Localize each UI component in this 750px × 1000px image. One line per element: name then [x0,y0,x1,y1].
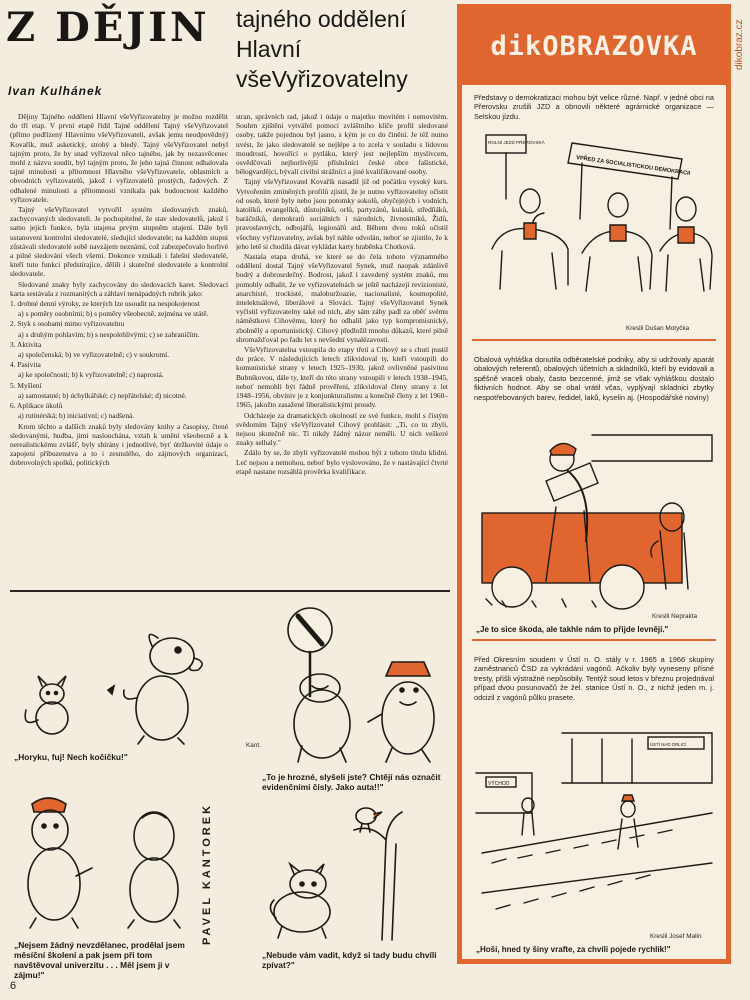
paragraph: Dějiny Tajného oddělení Hlavní všeVyřizovatelny je možno rozdělit do tří etap. V první etapě řídil Tajné oddělení Tajný všeVyřizovatel (přímo podřízený Hlavnímu všeVyřizovateli, avšak jemu neodpovědný) Kovařík, muž asketický, strohý a bledý. Tajný všeVyřizovatel nebyl tajným proto, že by snad vyřizoval něco tajného, jak by nezasvěcenec mohl z názvu soudit, byl tajným proto, že jeho tajná činnost odhalovala tajné minulosti a přítomnost Hlavního všeVyřizovatele, oblastních a obvodních vyřizovatelů, jakož i vyřizovatelů prostých, řadových. Z odhalené minulosti a přítomnosti vznikala pak budoucnost každého vyřizovatele. [10,112,228,204]
cartoon-caption-3: „Nejsem žádný nevzdělanec, prodělal jsem měsíční školení a pak jsem při tom navštěvoval univerzitu . . . Měl jsem ji v zájmu!" [14,940,185,980]
paragraph: Sledované znaky byly zachycovány do sledovacích karet. Sledovací karta sestávala z rozmanitých a záhlaví nenápadných rubrik jako: [10,279,228,298]
list-item: a) samostatné; b) úchylkářské; c) nepřátelské; d) nicotné. [18,390,187,400]
paragraph: Nastala etapa druhá, ve které se do čela tohoto významného oddělení dostal Tajný všeVyřizovatel Synek, muž naopak zdánlivě bodrý a dobrosrdečný. Bodrost, jakož i zavedený systém znaků, mu pomohly odhalit, že ve vyřizovatelnách se ještě nacházejí revizionisté, anarchisté, trockisté, maloburžoazie, nacionalisté, kosmopolité, intelektuálové, liberálové a Slováci. Tajný všeVyřizovatel Synek vyčistil vyřizovatelny také od nich, aby sám záhy padl za oběť svému náměstkovi Cihovému, který ho odhalil jako typ kompromisnický, zbohnělý a oportunistický. Cihový předložil mnoho důkazů, které pilně shromažďoval po řadu let s nevšední vynalézavostí. [236,252,448,344]
paragraph: Krom těchto a dalších znaků byly sledovány knihy a časopisy, čtené sledovanými, hudba, jimi naslouchána, vztah k umění všeobecně a k nerealistickému zvlášť, byly sbírány i jednotlivé, byť útržkovité údaje o zapojení příbuzenstva a to i zesnulého, do zájmových organizací, dobrovolných spolků, politických [10,421,228,468]
item-3-caption: „Hoši, hned ty šiny vrafte, za chvíli pojede rychlík!" [476,945,671,954]
article-author: Ivan Kulhánek [8,84,103,98]
dikobrazovka-panel [457,4,731,964]
article-subtitle: tajného oddělení Hlavní všeVyřizovatelny [236,6,408,92]
item-2-text: Obalová vyhláška donutila odběratelské podniky, aby si udržovaly aparát obalových referentů, obalových účetních a skladníků, kteří by evidovali a spěšně vraceli obaly, často bezcenné, jimž se však vyhláškou dostalo fiktivních hodnot. Aby se obal vrátil včas, vyplývají skladnici zbytky nespotřebovaných barev, ředidel, laků, kyselin aj. (Hospodářské noviny) [474,355,714,402]
list-item: 2. Styk s osobami mimo vyřizovatelnu [10,319,125,329]
list-item: 6. Aplikace úkolů [10,401,63,411]
list-item: a) ke společnosti; b) k vyřizovatelně; c) naprostá. [18,370,164,380]
cartoon-officer-figures [14,790,194,930]
sign-1-text: ROLNÍ JEZD PŘEROVSKÁ [488,140,545,145]
list-item: 4. Pasivita [10,360,41,370]
article-column-2 [236,112,448,584]
list-item: a) společenská; b) ve vyřizovatelně; c) v soukromí. [18,350,170,360]
list-item: a) rutinérská; b) iniciativní; c) nadšená. [18,411,135,421]
banner-text: VPŘED ZA SOCIALISTICKOU DEMOKRACII [575,155,691,177]
cartoon-signature: Kant. [246,742,261,749]
paragraph: stran, správních rad, jakož i údaje o majetku movitém i nemovitém. Souhrn zjištění vytvářel pomocí zvláštního klíče profil sledované osoby, takže pojednou byl jasno, s kým je co do činění. Je též nutno uvést, že jako sledovatelé se nejlépe a to zcela v souladu s lidovou moudrostí, hovořící o pytláku, který jest nejlepším myslivcem, osvědčovali nejhorlivější příslušníci české obce fašistické, bělogvardějci, bývalí civilní strážníci a jiné kvalifikované osoby. [236,112,448,177]
item-1-text: Představy o demokratizaci mohou být velice různé. Např. v jedné obci na Přerovsku zrušili JZD a obnovili některé agrárnické organizace — Selskou jízdu. [474,93,714,121]
strip-divider [10,590,450,592]
item-2-caption: „Je to sice škoda, ale takhle nám to přijde levnějí." [476,625,669,634]
article-title: Z DĚJIN [6,4,210,51]
station-sign-text: VÝCHOD [488,781,510,787]
item-2-credit: Kreslil Neprakta [652,613,698,620]
list-item: a) s druhým pohlavím; b) s nespolehlivými; c) se zahraničím. [18,329,200,339]
item-3-credit: Kreslil Josef Malin [650,933,702,940]
artist-name-vertical: PAVEL KANTOREK [201,802,213,945]
page-number: 6 [10,980,17,992]
paragraph: Tajný všeVyřizovatel Kovařík nasadil již od počátku vysoký kurs. Vytvořením zmíněných profilů zjistil, že je nutno vyřizovatelny očistit od osob, které byly nebo jsou potomky sokolů, obyčejných i vodních, katolíků, evangelíků, důstojníků, orlů, partyzánů, kulaků, středňáků, baráčníků, demokratů sociálních i národních, živnostníků, Židů, pravoslavných, odbojářů, legionářů atd. Během dvou roků očistil všechny vyřizovatelny, avšak byl náhle odvolán, neboť se zjistilo, že k jeho letě si chodila dávat vykládat karty hraběnka Chotková. [236,177,448,251]
panel-header: dikOBRAZOVKA [462,9,726,85]
cartoon-railway-station [472,713,716,929]
paragraph: Odcházeje za dramatických okolností ze své funkce, mohl s čistým svědomím Tajný všeVyřizovatel Cihový prohlásit: „Ti, co tu zbyli, nejsou skutečně nic. Ti nikdy žádný názor neměli. U nich veškeré znaky selhaly." [236,410,448,448]
item-1-credit: Kreslil Dušan Motyčka [626,325,690,332]
panel-divider [472,339,716,341]
paragraph: Zdálo by se, že zbylí vyřizovatelé mohou být z tohoto titulu klidní. Leč nejsou a nemohou, neboť bylo vyslovováno, že v nastávající čtvrté etapě nastane rozsáhlá prověrka kvalifikace. [236,448,448,476]
article-column-1 [10,112,228,584]
cartoon-caption-2: „To je hrozné, slyšeli jste? Chtějí nás označit evidenčními čísly. Jako auta!!" [262,772,441,792]
site-watermark: dikobraz.cz [734,19,745,70]
list-item: 3. Aktivita [10,339,42,349]
cartoon-horse-riders [472,129,716,311]
list-item: 1. drobné denní výroky, ze kterých lze usoudit na nespokojenost [10,299,200,309]
list-item: a) s poměry osobními; b) s poměry všeobecně, zejména ve státě. [18,309,209,319]
cartoon-traffic-sign-figures [262,596,452,768]
cartoon-crate-truck [472,421,716,611]
panel-divider [472,639,716,641]
cartoon-dog-and-cat [12,598,212,748]
cartoon-caption-1: „Horyku, fuj! Nech kočičku!" [14,752,128,762]
cartoon-tree-bird-cat [262,800,452,940]
item-3-text: Před Okresním soudem v Ústí n. O. stály v r. 1965 a 1966 skupiny zaměstnanců ČSD za vykrádání vagónů. Ačkoliv byly vyneseny přísné tresty, přišli výstražné nepůsobily. Tentýž soud letos v březnu projednával případ dvou posunovačů že žel. stanice Ústí n. O., z nichž jeden m. j. odcizil z vagónů půlku prasete. [474,655,714,702]
cartoon-caption-4: „Nebude vám vadit, když si tady budu chvíli zpívat?" [262,950,437,970]
paragraph: VšeVyřizovatelna vstoupila do etapy třetí a Cihový se s chutí pustil do práce. V následujících letech zlikvidoval ty, kteří vstoupili do komunistické strany v letech 1925–1930, jakož ovlivněné pasivitou Bubníkovou, dále ty, kteří do této strany vstoupili v letech 1938–1945, neboť nemohli být řádně prověřeni, zlikvidoval členy strany z let 1948–1956, obviniv je z konjunkturalismu a konečně členy z let 1960–1965, jakožto zasažené liberalistickými proudy. [236,345,448,410]
list-item: 5. Myšlení [10,380,42,390]
paragraph: Tajný všeVyřizovatel vytvořil systém sledovaných znaků, zachycovaných sledovateli. Je pochopitelné, že stav sledovatelů, jakož i samo jejich funkce, byla utajena prvým stupněm utajení. Dále byli ustanoveni kontrolní sledovatelé, sledující sledovatele; na každém stupni zůstávali sledovatelé sobě navzájem neznámí, což zabezpečovalo horlivé a pilné sledování všech všemi. Dokonce vznikali i falešní sledovatelé, kteří tuto funkci předstírajíce, dělili i skutečné sledovatele a kontrolní sledovatele. [10,205,228,279]
station-name-text: ÚSTÍ NAD ORLICÍ [650,742,687,747]
